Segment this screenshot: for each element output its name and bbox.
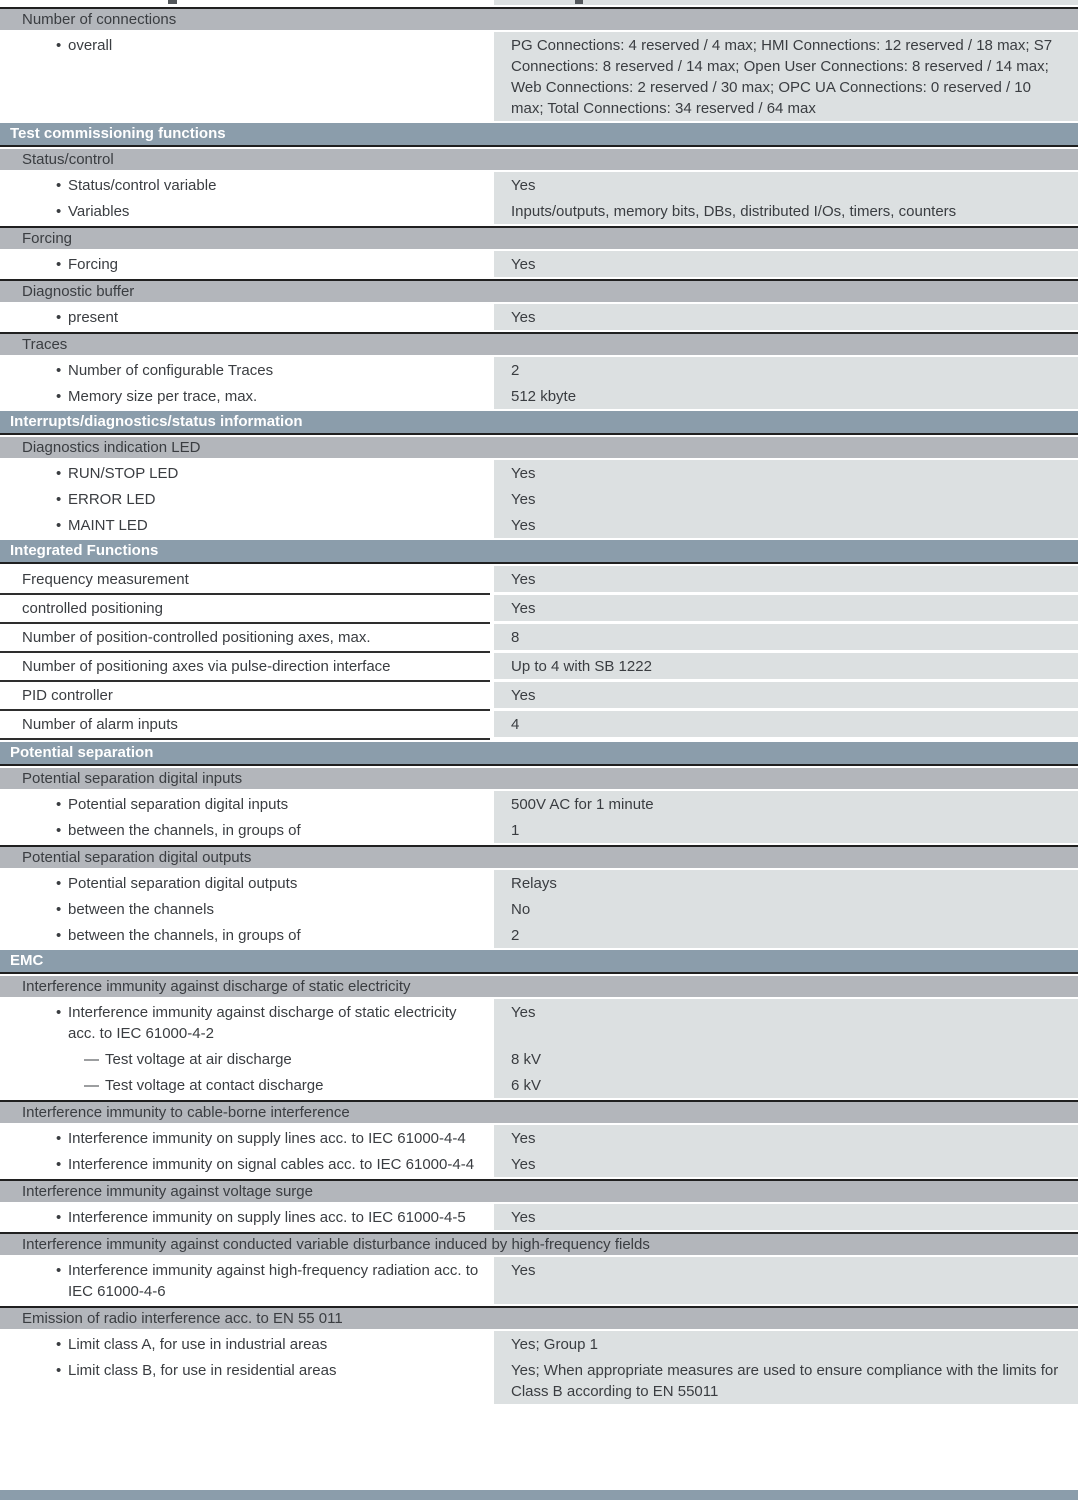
spec-label-cell xyxy=(0,512,490,538)
bullet-icon: • xyxy=(56,362,62,379)
spec-value: 512 kbyte xyxy=(511,388,577,405)
subsection-header: Forcing xyxy=(0,226,1078,249)
bullet-icon: • xyxy=(56,203,62,220)
spec-label-cell xyxy=(0,653,490,682)
spec-label-cell xyxy=(0,1046,490,1072)
spec-label: PID controller xyxy=(22,687,113,704)
spec-label: between the channels, in groups of xyxy=(68,927,301,944)
spec-label: Number of alarm inputs xyxy=(22,716,178,733)
bullet-icon: • xyxy=(56,1156,62,1173)
bullet-icon: • xyxy=(56,901,62,918)
subsection-header: Traces xyxy=(0,332,1078,355)
spec-label-cell xyxy=(0,251,490,277)
spec-value: Yes xyxy=(511,491,536,508)
subsection-header: Interference immunity against discharge of static electricity xyxy=(0,976,1078,997)
spec-value: Yes xyxy=(511,465,536,482)
spec-row xyxy=(0,870,1078,896)
spec-group xyxy=(0,1204,1078,1230)
spec-value: Yes xyxy=(511,1004,536,1021)
spec-label-cell xyxy=(0,817,490,843)
spec-row xyxy=(0,172,1078,198)
spec-value: Yes xyxy=(511,1156,536,1173)
spec-row xyxy=(0,512,1078,538)
spec-label: Test voltage at contact discharge xyxy=(105,1077,324,1094)
spec-label-cell xyxy=(0,1257,490,1304)
spec-row xyxy=(0,1331,1078,1357)
subsection-header: Potential separation digital inputs xyxy=(0,768,1078,789)
spec-value: Yes xyxy=(494,566,1078,595)
spec-label-cell xyxy=(0,486,490,512)
spec-value: 6 kV xyxy=(511,1077,542,1094)
bullet-icon: • xyxy=(56,1130,62,1147)
subsection-header: Status/control xyxy=(0,149,1078,170)
bullet-icon: • xyxy=(56,1262,62,1279)
subsection-header: Emission of radio interference acc. to EN 55 011 xyxy=(0,1306,1078,1329)
spec-value: No xyxy=(511,901,531,918)
spec-row xyxy=(0,1151,1078,1177)
subsection-header: Diagnostics indication LED xyxy=(0,437,1078,458)
spec-row xyxy=(0,198,1078,224)
spec-group xyxy=(0,1257,1078,1304)
spec-group xyxy=(0,791,1078,843)
bullet-icon: • xyxy=(56,1336,62,1353)
spec-row xyxy=(0,460,1078,486)
spec-row xyxy=(0,1204,1078,1230)
spec-label: Forcing xyxy=(68,256,119,273)
scan-text-fragment xyxy=(575,0,583,4)
spec-group xyxy=(0,304,1078,330)
spec-label: Potential separation digital outputs xyxy=(68,875,298,892)
spec-value: Yes xyxy=(511,1130,536,1147)
spec-label: Memory size per trace, max. xyxy=(68,388,258,405)
spec-group xyxy=(0,357,1078,409)
spec-row xyxy=(0,682,1078,711)
section-header: Test commissioning functions xyxy=(0,123,1078,147)
subsection-header: Interference immunity to cable-borne interference xyxy=(0,1100,1078,1123)
spec-row xyxy=(0,653,1078,682)
bullet-icon: • xyxy=(56,37,62,54)
spec-label: Interference immunity on supply lines acc. to IEC 61000-4-5 xyxy=(68,1209,466,1226)
spec-label-cell xyxy=(0,870,490,896)
spec-row xyxy=(0,1357,1078,1404)
spec-label-cell xyxy=(0,32,490,121)
spec-group xyxy=(0,566,1078,740)
subsection-header: Interference immunity against conducted variable disturbance induced by high-frequency fields xyxy=(0,1232,1078,1255)
spec-label: Status/control variable xyxy=(68,177,217,194)
bullet-icon: • xyxy=(56,177,62,194)
spec-row xyxy=(0,896,1078,922)
spec-row xyxy=(0,383,1078,409)
bullet-icon: • xyxy=(56,796,62,813)
spec-group xyxy=(0,460,1078,538)
spec-value: Yes xyxy=(494,682,1078,711)
spec-label: RUN/STOP LED xyxy=(68,465,179,482)
spec-row xyxy=(0,595,1078,624)
spec-value: Relays xyxy=(511,875,557,892)
spec-group xyxy=(0,32,1078,121)
bullet-icon: • xyxy=(56,822,62,839)
section-header: Integrated Functions xyxy=(0,540,1078,564)
spec-row xyxy=(0,251,1078,277)
dash-icon: — xyxy=(84,1051,99,1068)
spec-group xyxy=(0,172,1078,224)
section-header: Potential separation xyxy=(0,742,1078,766)
spec-label-cell xyxy=(0,198,490,224)
spec-row xyxy=(0,791,1078,817)
spec-value: Yes; Group 1 xyxy=(511,1336,599,1353)
spec-value: 8 xyxy=(494,624,1078,653)
spec-label: present xyxy=(68,309,119,326)
spec-label: Number of configurable Traces xyxy=(68,362,274,379)
bullet-icon: • xyxy=(56,309,62,326)
spec-label: between the channels, in groups of xyxy=(68,822,301,839)
spec-label: Potential separation digital inputs xyxy=(68,796,289,813)
spec-label: MAINT LED xyxy=(68,517,148,534)
spec-label: Interference immunity against high-frequency radiation acc. to IEC 61000-4-6 xyxy=(68,1262,479,1300)
spec-row xyxy=(0,304,1078,330)
spec-label-cell xyxy=(0,1151,490,1177)
bullet-icon: • xyxy=(56,256,62,273)
spec-label-cell xyxy=(0,922,490,948)
spec-label: Interference immunity on supply lines acc. to IEC 61000-4-4 xyxy=(68,1130,466,1147)
spec-label-cell xyxy=(0,357,490,383)
section-header: EMC xyxy=(0,950,1078,974)
truncated-row-remnant xyxy=(0,0,1090,5)
spec-label: ERROR LED xyxy=(68,491,156,508)
spec-value: 8 kV xyxy=(511,1051,542,1068)
spec-group xyxy=(0,999,1078,1098)
subsection-header: Interference immunity against voltage surge xyxy=(0,1179,1078,1202)
spec-label-cell xyxy=(0,682,490,711)
spec-label-cell xyxy=(0,460,490,486)
spec-label: overall xyxy=(68,37,113,54)
spec-row xyxy=(0,1125,1078,1151)
spec-label: Interference immunity on signal cables acc. to IEC 61000-4-4 xyxy=(68,1156,475,1173)
bullet-icon: • xyxy=(56,517,62,534)
spec-value: Yes; When appropriate measures are used to ensure compliance with the limits for Class B according to EN 55011 xyxy=(511,1362,1059,1400)
spec-row xyxy=(0,357,1078,383)
bullet-icon: • xyxy=(56,491,62,508)
dash-icon: — xyxy=(84,1077,99,1094)
spec-label: controlled positioning xyxy=(22,600,163,617)
spec-group xyxy=(0,251,1078,277)
spec-row xyxy=(0,486,1078,512)
spec-value: Yes xyxy=(511,517,536,534)
spec-label: Variables xyxy=(68,203,130,220)
spec-value: Up to 4 with SB 1222 xyxy=(494,653,1078,682)
spec-row xyxy=(0,566,1078,595)
spec-label: Limit class A, for use in industrial areas xyxy=(68,1336,328,1353)
spec-label-cell xyxy=(0,896,490,922)
spec-label: Number of positioning axes via pulse-direction interface xyxy=(22,658,391,675)
spec-label-cell xyxy=(0,1072,490,1098)
subsection-header: Diagnostic buffer xyxy=(0,279,1078,302)
subsection-header: Potential separation digital outputs xyxy=(0,845,1078,868)
bullet-icon: • xyxy=(56,388,62,405)
spec-row xyxy=(0,999,1078,1046)
spec-label: Frequency measurement xyxy=(22,571,189,588)
spec-label: Interference immunity against discharge of static electricity acc. to IEC 61000-4-2 xyxy=(68,1004,457,1042)
spec-label-cell xyxy=(0,595,490,624)
scan-text-fragment xyxy=(168,0,177,4)
bullet-icon: • xyxy=(56,875,62,892)
spec-label-cell xyxy=(0,791,490,817)
spec-label: between the channels xyxy=(68,901,214,918)
bullet-icon: • xyxy=(56,1362,62,1379)
spec-label-cell xyxy=(0,1331,490,1357)
spec-value: 2 xyxy=(511,362,520,379)
spec-label-cell xyxy=(0,1125,490,1151)
spec-row xyxy=(0,32,1078,121)
spec-label-cell xyxy=(0,711,490,740)
spec-label-cell xyxy=(0,172,490,198)
spec-label: Limit class B, for use in residential areas xyxy=(68,1362,337,1379)
bullet-icon: • xyxy=(56,1004,62,1021)
footer-bar xyxy=(0,1490,1078,1500)
bullet-icon: • xyxy=(56,465,62,482)
spec-group xyxy=(0,1331,1078,1404)
bullet-icon: • xyxy=(56,927,62,944)
subsection-header: Number of connections xyxy=(0,7,1078,30)
spec-value: Yes xyxy=(511,1209,536,1226)
spec-row xyxy=(0,1046,1078,1072)
spec-label-cell xyxy=(0,566,490,595)
spec-label-cell xyxy=(0,1357,490,1404)
bullet-icon: • xyxy=(56,1209,62,1226)
spec-label-cell xyxy=(0,1204,490,1230)
spec-row xyxy=(0,1257,1078,1304)
spec-row xyxy=(0,922,1078,948)
spec-label-cell xyxy=(0,383,490,409)
spec-label-cell xyxy=(0,624,490,653)
spec-value: Yes xyxy=(511,1262,536,1279)
spec-value: PG Connections: 4 reserved / 4 max; HMI Connections: 12 reserved / 18 max; S7 Connections: 8 reserved / 14 max; Open User Connections: 8 reserved / 14 max; Web Connections: 2 reserved / 30 max; OPC UA Connections: 0 reserved / 10 max; Total Connections: 34 reserved / 64 max xyxy=(511,37,1053,117)
spec-value: 500V AC for 1 minute xyxy=(511,796,654,813)
spec-label: Test voltage at air discharge xyxy=(105,1051,292,1068)
spec-label: Number of position-controlled positioning axes, max. xyxy=(22,629,371,646)
spec-value: 4 xyxy=(494,711,1078,740)
spec-row xyxy=(0,711,1078,740)
spec-row xyxy=(0,624,1078,653)
spec-value: Inputs/outputs, memory bits, DBs, distributed I/Os, timers, counters xyxy=(511,203,957,220)
spec-value: 2 xyxy=(511,927,520,944)
section-header: Interrupts/diagnostics/status information xyxy=(0,411,1078,435)
spec-row xyxy=(0,1072,1078,1098)
spec-row xyxy=(0,817,1078,843)
spec-group xyxy=(0,1125,1078,1177)
spec-group xyxy=(0,870,1078,948)
spec-value: Yes xyxy=(494,595,1078,624)
spec-label-cell xyxy=(0,304,490,330)
spec-label-cell xyxy=(0,999,490,1046)
spec-value: Yes xyxy=(511,256,536,273)
spec-value: Yes xyxy=(511,309,536,326)
spec-value: Yes xyxy=(511,177,536,194)
spec-value: 1 xyxy=(511,822,520,839)
